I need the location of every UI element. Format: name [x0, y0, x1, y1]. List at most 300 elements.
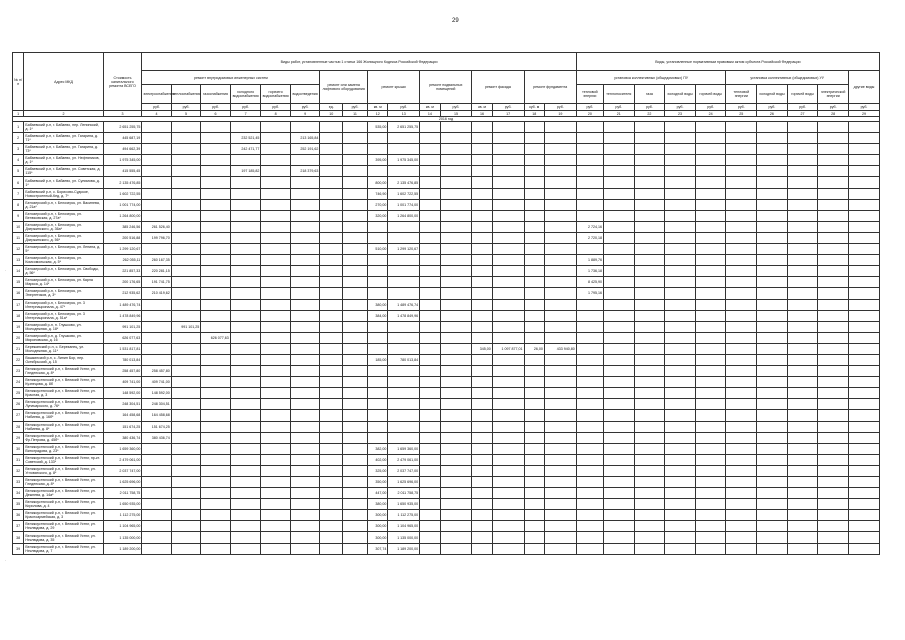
row-value — [420, 543, 440, 554]
row-value — [290, 332, 319, 343]
row-value — [201, 521, 230, 532]
column-number: 25 — [726, 111, 757, 117]
row-value — [544, 421, 576, 432]
header-gas: газоснабжения — [201, 85, 230, 104]
row-value — [472, 177, 492, 188]
row-value — [695, 199, 726, 210]
unit: руб. — [757, 104, 788, 111]
row-value — [544, 532, 576, 543]
row-value — [695, 377, 726, 388]
row-value — [492, 288, 524, 299]
row-value: 1 489 476,74 — [103, 299, 142, 310]
row-value — [290, 299, 319, 310]
unit: руб. — [142, 104, 171, 111]
row-value — [524, 477, 544, 488]
row-value — [818, 421, 849, 432]
row-value — [420, 144, 440, 155]
row-value — [524, 221, 544, 232]
row-value — [695, 332, 726, 343]
table-row — [13, 343, 880, 354]
row-value — [201, 499, 230, 510]
row-value — [440, 166, 472, 177]
row-value — [848, 532, 879, 543]
row-value — [171, 299, 200, 310]
row-value — [665, 299, 696, 310]
row-value: 2 651 255,75 — [103, 122, 142, 133]
row-value — [171, 488, 200, 499]
row-value — [320, 133, 343, 144]
row-value — [665, 410, 696, 421]
row-value — [320, 144, 343, 155]
row-value — [492, 210, 524, 221]
table-row — [13, 133, 880, 144]
row-value — [726, 465, 757, 476]
row-value — [757, 477, 788, 488]
row-value — [787, 343, 818, 354]
row-value — [343, 443, 368, 454]
row-value — [603, 133, 634, 144]
row-value — [420, 232, 440, 243]
row-value — [343, 343, 368, 354]
row-value: 402,00 — [368, 454, 388, 465]
row-value — [230, 332, 261, 343]
row-value — [603, 399, 634, 410]
row-value — [261, 232, 290, 243]
row-value — [634, 410, 665, 421]
row-value: 148 592,00 — [142, 388, 171, 399]
row-value: 258 457,80 — [103, 366, 142, 377]
table-row — [13, 221, 880, 232]
row-value — [603, 499, 634, 510]
unit: кв. м — [368, 104, 388, 111]
row-value: 213 165,84 — [290, 133, 319, 144]
row-value — [665, 388, 696, 399]
unit: руб. — [492, 104, 524, 111]
row-value — [171, 199, 200, 210]
row-value — [524, 166, 544, 177]
header-elec: электроснабжения — [142, 85, 171, 104]
table-row — [13, 332, 880, 343]
row-value — [171, 499, 200, 510]
row-value — [261, 343, 290, 354]
row-value: 1 795,16 — [576, 288, 603, 299]
row-value — [343, 244, 368, 255]
row-value — [261, 443, 290, 454]
row-value — [343, 277, 368, 288]
row-value — [343, 255, 368, 266]
row-value — [603, 488, 634, 499]
row-value — [320, 354, 343, 365]
row-address: Бабаевский р-н, г. Бабаево, ул. Советская, д. 115* — [24, 166, 103, 177]
row-value — [420, 399, 440, 410]
row-value — [757, 232, 788, 243]
row-value — [695, 288, 726, 299]
row-value — [757, 332, 788, 343]
row-value — [634, 299, 665, 310]
unit: куб. м — [524, 104, 544, 111]
row-value — [472, 399, 492, 410]
row-value — [201, 232, 230, 243]
row-value — [142, 510, 171, 521]
row-value — [818, 288, 849, 299]
row-value — [171, 266, 200, 277]
row-value — [726, 321, 757, 332]
row-value — [757, 510, 788, 521]
row-value: 1 135 000,00 — [103, 532, 142, 543]
row-value — [440, 210, 472, 221]
row-value — [142, 122, 171, 133]
row-number: 21 — [13, 343, 24, 354]
row-value — [665, 432, 696, 443]
row-value — [787, 332, 818, 343]
row-value — [142, 188, 171, 199]
row-value — [757, 310, 788, 321]
row-value — [230, 199, 261, 210]
row-value — [603, 221, 634, 232]
row-value: 151 674,25 — [103, 421, 142, 432]
row-value — [142, 210, 171, 221]
row-value — [787, 144, 818, 155]
row-value — [524, 410, 544, 421]
row-value: 1 299 120,67 — [103, 244, 142, 255]
row-value: 220 281,15 — [142, 266, 171, 277]
row-value — [524, 177, 544, 188]
row-value — [320, 210, 343, 221]
row-value — [695, 366, 726, 377]
row-value — [420, 221, 440, 232]
row-value — [726, 155, 757, 166]
row-value — [420, 277, 440, 288]
unit: руб. — [848, 104, 879, 111]
table-row — [13, 166, 880, 177]
row-value — [603, 432, 634, 443]
row-value — [665, 443, 696, 454]
row-value — [787, 277, 818, 288]
row-value — [388, 432, 420, 443]
row-value — [665, 321, 696, 332]
row-value: 433 940,80 — [544, 343, 576, 354]
row-value — [368, 366, 388, 377]
row-value — [290, 288, 319, 299]
row-value: 350,00 — [368, 477, 388, 488]
row-value — [848, 388, 879, 399]
row-value — [665, 310, 696, 321]
row-value — [290, 354, 319, 365]
row-value — [848, 465, 879, 476]
row-value — [544, 510, 576, 521]
row-value — [524, 155, 544, 166]
column-number: 21 — [603, 111, 634, 117]
row-number: 3 — [13, 144, 24, 155]
row-value — [261, 144, 290, 155]
row-value — [603, 177, 634, 188]
row-value — [420, 354, 440, 365]
row-value — [726, 421, 757, 432]
row-value — [290, 277, 319, 288]
row-value — [171, 188, 200, 199]
row-value — [544, 277, 576, 288]
row-address: Великоустюгский р-н, г. Великий Устюг, ул. Луначарского, д. 76* — [24, 399, 103, 410]
row-value — [472, 488, 492, 499]
row-number: 1 — [13, 122, 24, 133]
year-row: 2016 год — [13, 117, 880, 122]
row-value — [492, 354, 524, 365]
row-value — [544, 543, 576, 554]
row-value — [524, 377, 544, 388]
row-value — [492, 122, 524, 133]
row-value: 380 436,74 — [103, 432, 142, 443]
row-value — [634, 499, 665, 510]
row-value — [440, 299, 472, 310]
row-value — [171, 443, 200, 454]
row-value — [576, 510, 603, 521]
row-value — [787, 443, 818, 454]
row-value — [320, 521, 343, 532]
row-value — [726, 443, 757, 454]
row-value — [634, 532, 665, 543]
row-value — [576, 443, 603, 454]
row-value — [757, 188, 788, 199]
row-value — [665, 133, 696, 144]
row-value — [576, 454, 603, 465]
row-value — [603, 288, 634, 299]
row-value: 1 264 800,00 — [388, 210, 420, 221]
row-value — [320, 166, 343, 177]
row-value — [544, 155, 576, 166]
row-address: Бабаевский р-н, с. Борисово-Судское, Новостроенный-Кед, д. 7* — [24, 188, 103, 199]
row-address: Белозерский р-н, г. Белозерск, ул. Венюковская, д. 27а* — [24, 210, 103, 221]
row-value — [665, 122, 696, 133]
row-value — [818, 133, 849, 144]
row-value: 248 304,51 — [103, 399, 142, 410]
row-value: 991 101,25 — [103, 321, 142, 332]
row-value — [665, 188, 696, 199]
row-value — [603, 521, 634, 532]
row-number: 8 — [13, 199, 24, 210]
column-number: 12 — [368, 111, 388, 117]
table-row — [13, 543, 880, 554]
row-value — [665, 454, 696, 465]
row-value — [757, 377, 788, 388]
row-value — [142, 332, 171, 343]
row-value — [261, 266, 290, 277]
row-value — [142, 354, 171, 365]
row-value — [492, 299, 524, 310]
row-value — [695, 232, 726, 243]
row-value — [726, 510, 757, 521]
row-value — [492, 543, 524, 554]
row-value — [171, 399, 200, 410]
row-value: 1 264 800,00 — [103, 210, 142, 221]
row-value — [787, 477, 818, 488]
row-value — [320, 488, 343, 499]
row-value — [440, 377, 472, 388]
row-value — [726, 354, 757, 365]
unit: кв. м — [420, 104, 440, 111]
row-value — [524, 288, 544, 299]
row-value — [368, 266, 388, 277]
row-value: 380 436,74 — [142, 432, 171, 443]
row-value — [290, 521, 319, 532]
row-value — [440, 277, 472, 288]
row-value — [201, 166, 230, 177]
row-value — [787, 288, 818, 299]
header-basement: ремонт подвальных помещений — [420, 71, 472, 104]
row-value — [544, 399, 576, 410]
row-value — [290, 488, 319, 499]
row-value — [695, 155, 726, 166]
row-value — [420, 299, 440, 310]
column-number: 24 — [695, 111, 726, 117]
row-value — [492, 499, 524, 510]
row-value — [388, 133, 420, 144]
row-value — [343, 133, 368, 144]
row-value: 242 471,77 — [230, 144, 261, 155]
row-value: 252 191,62 — [290, 144, 319, 155]
unit: руб. — [343, 104, 368, 111]
row-value — [440, 454, 472, 465]
row-value — [171, 144, 200, 155]
row-value — [544, 321, 576, 332]
row-value: 780 013,84 — [103, 354, 142, 365]
header-gas-sub: газа — [634, 85, 665, 104]
row-value — [634, 266, 665, 277]
row-value — [818, 221, 849, 232]
row-value — [142, 244, 171, 255]
row-value — [171, 244, 200, 255]
row-value: 1 478 849,96 — [103, 310, 142, 321]
row-value — [368, 388, 388, 399]
row-value — [603, 354, 634, 365]
row-value — [492, 166, 524, 177]
row-value — [201, 144, 230, 155]
row-value — [201, 543, 230, 554]
row-value — [492, 410, 524, 421]
header-works-group: Виды работ, установленные частью 1 статьи 166 Жилищного Кодекса Российской Федерации — [142, 53, 576, 71]
row-value — [665, 255, 696, 266]
row-value — [201, 255, 230, 266]
row-value — [492, 133, 524, 144]
row-value: 307,74 — [368, 543, 388, 554]
row-value — [634, 166, 665, 177]
row-value — [603, 232, 634, 243]
row-value — [544, 432, 576, 443]
row-value — [290, 199, 319, 210]
row-value — [343, 177, 368, 188]
row-value — [320, 443, 343, 454]
row-value — [472, 244, 492, 255]
row-value — [343, 221, 368, 232]
row-value — [576, 465, 603, 476]
row-value — [261, 277, 290, 288]
row-value — [757, 388, 788, 399]
row-value — [634, 277, 665, 288]
row-value — [634, 232, 665, 243]
table-row — [13, 354, 880, 365]
row-value: 191 741,75 — [142, 277, 171, 288]
unit: кв. м — [472, 104, 492, 111]
row-value — [142, 454, 171, 465]
row-value — [848, 177, 879, 188]
row-value — [544, 410, 576, 421]
table-row — [13, 299, 880, 310]
row-value — [524, 255, 544, 266]
header-hot-sub: горячей воды — [695, 85, 726, 104]
row-value — [320, 410, 343, 421]
row-value — [171, 277, 200, 288]
row-value — [343, 188, 368, 199]
row-value — [420, 488, 440, 499]
row-value — [472, 443, 492, 454]
row-value: 148 592,00 — [103, 388, 142, 399]
row-value — [201, 321, 230, 332]
table-row — [13, 488, 880, 499]
row-address: Бережанский р-н, с. Березанец, ул. Молодежная, д. 11* — [24, 343, 103, 354]
row-value — [290, 432, 319, 443]
row-value — [420, 266, 440, 277]
header-heat: теплоснабжения — [171, 85, 200, 104]
row-value — [603, 366, 634, 377]
row-value — [440, 354, 472, 365]
row-value — [603, 454, 634, 465]
row-value — [576, 377, 603, 388]
row-value — [472, 122, 492, 133]
row-value — [524, 443, 544, 454]
row-value — [665, 532, 696, 543]
row-value — [343, 155, 368, 166]
row-value: 1 189 200,00 — [103, 543, 142, 554]
row-value: 260 167,35 — [142, 255, 171, 266]
row-value — [230, 299, 261, 310]
row-value — [818, 310, 849, 321]
row-value: 494 662,39 — [103, 144, 142, 155]
row-value — [726, 543, 757, 554]
row-value — [472, 232, 492, 243]
row-value — [230, 521, 261, 532]
row-value — [440, 465, 472, 476]
row-value — [440, 421, 472, 432]
row-value — [388, 332, 420, 343]
row-value — [665, 277, 696, 288]
row-value: 1 112 275,00 — [103, 510, 142, 521]
row-value — [787, 255, 818, 266]
row-value — [576, 488, 603, 499]
row-value — [142, 477, 171, 488]
row-value — [201, 510, 230, 521]
row-number: 18 — [13, 310, 24, 321]
row-value — [368, 377, 388, 388]
unit: руб. — [261, 104, 290, 111]
row-value — [201, 277, 230, 288]
row-address: Бабаевский р-н, г. Бабаево, ул. Гагарина, д. 71* — [24, 133, 103, 144]
row-value — [634, 155, 665, 166]
row-value — [603, 532, 634, 543]
row-value — [634, 310, 665, 321]
row-value: 325,00 — [368, 465, 388, 476]
unit: руб. — [665, 104, 696, 111]
row-value: 2 011 758,75 — [388, 488, 420, 499]
row-value — [524, 532, 544, 543]
row-value — [576, 299, 603, 310]
row-value — [343, 321, 368, 332]
row-number: 38 — [13, 532, 24, 543]
row-value — [261, 421, 290, 432]
row-value — [665, 499, 696, 510]
row-value — [665, 421, 696, 432]
table-row — [13, 399, 880, 410]
row-value — [343, 122, 368, 133]
column-number: 16 — [472, 111, 492, 117]
